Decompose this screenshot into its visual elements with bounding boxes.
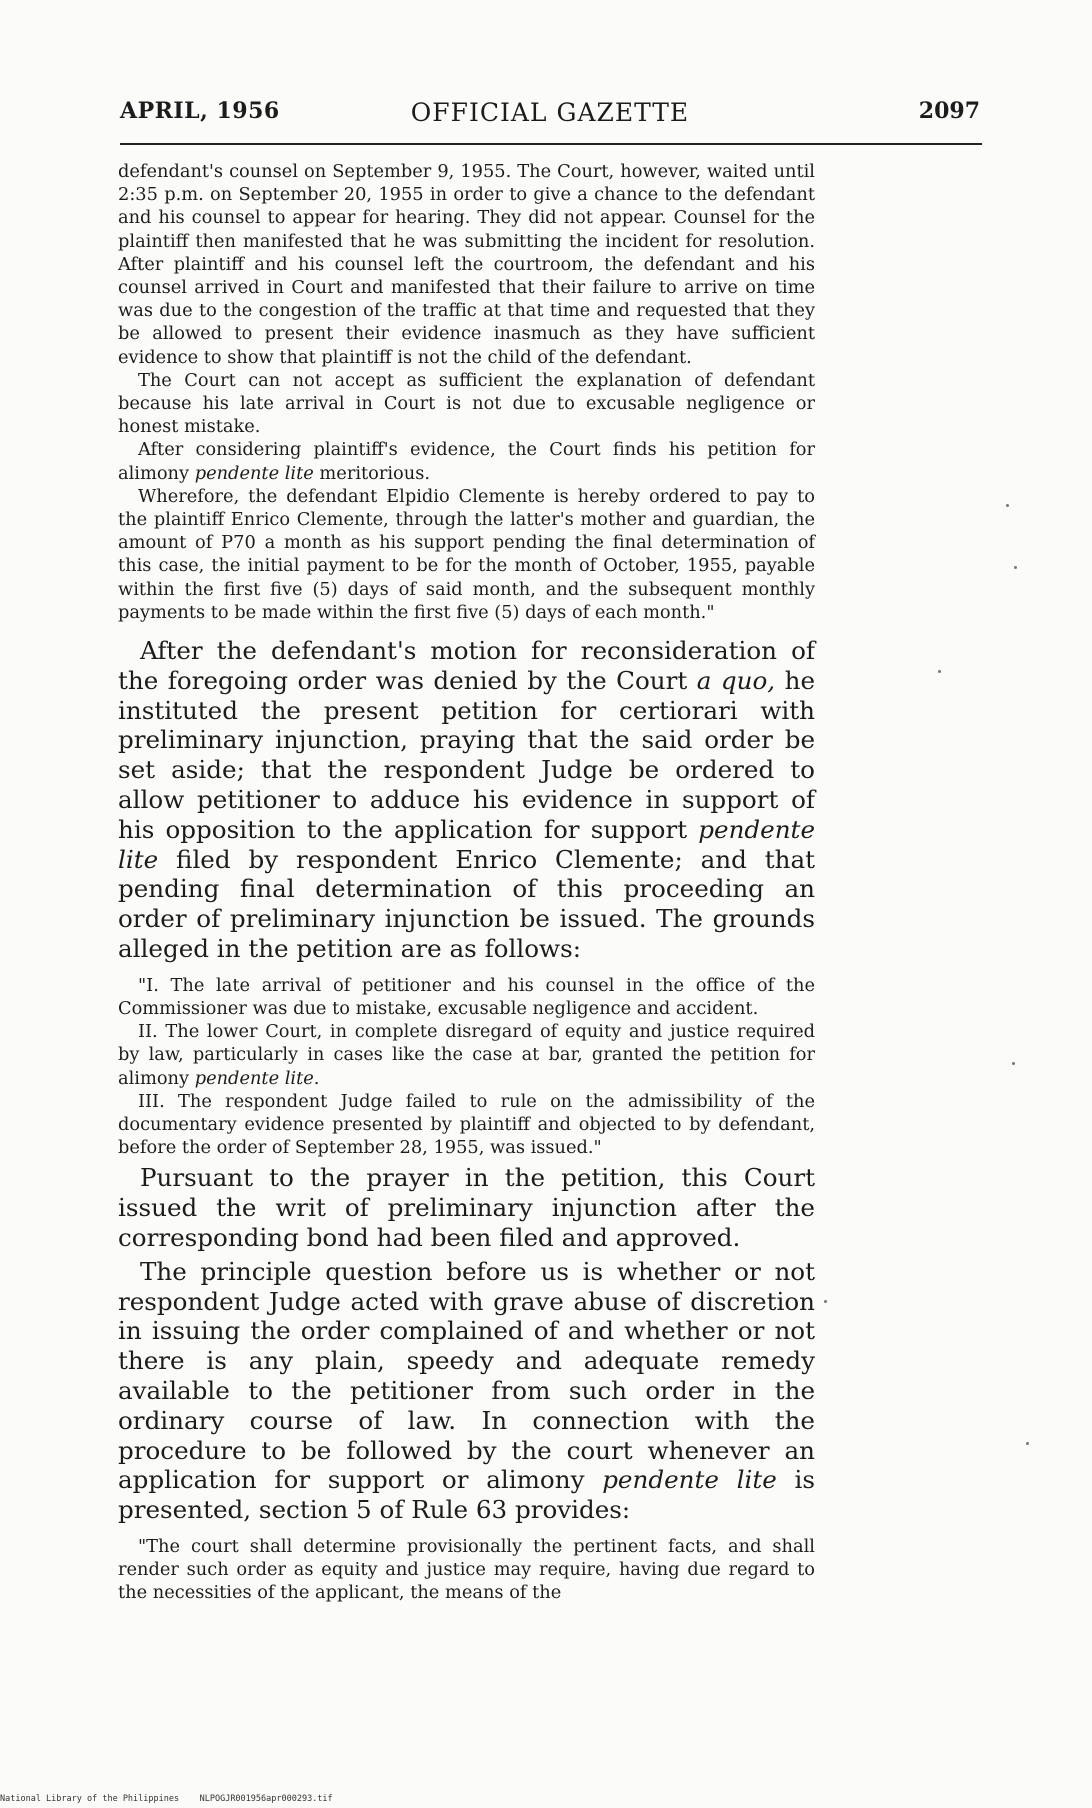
page-number: 2097 xyxy=(918,98,980,124)
page-header xyxy=(120,98,980,138)
footer-source: National Library of the Philippines xyxy=(0,1794,180,1804)
scan-speck xyxy=(1012,1062,1015,1065)
ground-3: III. The respondent Judge failed to rule on the admissibility of the documentary evidence presented by plaintiff and objected to by defendant, before the order of September 28, 1955, was issued." xyxy=(118,1090,815,1159)
scan-speck xyxy=(1014,566,1017,569)
scan-speck xyxy=(938,670,941,673)
ground-1: "I. The late arrival of petitioner and his counsel in the office of the Commissioner was due to mistake, excusable negligence and accident. xyxy=(118,974,815,1020)
issue-date: APRIL, 1956 xyxy=(120,98,280,124)
quoted-paragraph-4: Wherefore, the defendant Elpidio Clemente is hereby ordered to pay to the plaintiff Enrico Clemente, through the latter's mother and guardian, the amount of P70 a month as his support pending the final determination of this case, the initial payment to be for the month of October, 1955, payable within the first five (5) days of said month, and the subsequent monthly payments to be made within the first five (5) days of each month." xyxy=(118,485,815,623)
page-body xyxy=(118,160,815,1605)
body-paragraph-1: After the defendant's motion for reconsideration of the foregoing order was denied by the Court a quo, he instituted the present petition for certiorari with preliminary injunction, praying that the said order be set aside; that the respondent Judge be ordered to allow petitioner to adduce his evidence in support of his opposition to the application for support pendente lite filed by respondent Enrico Clemente; and that pending final determination of this proceeding an order of preliminary injunction be issued. The grounds alleged in the petition are as follows: xyxy=(118,636,815,964)
body-paragraph-3: The principle question before us is whether or not respondent Judge acted with grave abuse of discretion in issuing the order complained of and whether or not there is any plain, speedy and adequate remedy available to the petitioner from such order in the ordinary course of law. In connection with the procedure to be followed by the court whenever an application for support or alimony pendente lite is presented, section 5 of Rule 63 provides: xyxy=(118,1256,816,1525)
quoted-paragraph-1: defendant's counsel on September 9, 1955. The Court, however, waited until 2:35 p.m. on September 20, 1955 in order to give a chance to the defendant and his counsel to appear for hearing. They did not appear. Counsel for the plaintiff then manifested that he was submitting the incident for resolution. After plaintiff and his counsel left the courtroom, the defendant and his counsel arrived in Court and manifested that their failure to arrive on time was due to the congestion of the traffic at that time and requested that they be allowed to present their evidence inasmuch as they have sufficient evidence to show that plaintiff is not the child of the defendant. xyxy=(118,161,815,368)
scan-speck xyxy=(1006,504,1009,507)
scan-footer xyxy=(0,1794,333,1804)
publication-title: OFFICIAL GAZETTE xyxy=(410,98,690,127)
body-paragraph-2: Pursuant to the prayer in the petition, this Court issued the writ of preliminary injunction after the corresponding bond had been filed and approved. xyxy=(118,1163,815,1253)
scan-speck xyxy=(824,1300,827,1303)
quoted-paragraph-3: After considering plaintiff's evidence, the Court finds his petition for alimony pendente lite meritorious. xyxy=(118,439,815,484)
scan-speck xyxy=(1026,1442,1029,1445)
header-rule xyxy=(120,143,982,145)
ground-2: II. The lower Court, in complete disregard of equity and justice required by law, particularly in cases like the case at bar, granted the petition for alimony pendente lite. xyxy=(118,1021,815,1089)
quoted-paragraph-2: The Court can not accept as sufficient the explanation of defendant because his late arrival in Court is not due to excusable negligence or honest mistake. xyxy=(118,369,815,438)
quoted-paragraph-5: "The court shall determine provisionally the pertinent facts, and shall render such order as equity and justice may require, having due regard to the necessities of the applicant, the means of the xyxy=(118,1536,815,1604)
footer-file: NLPOGJR001956apr000293.tif xyxy=(199,1794,333,1804)
